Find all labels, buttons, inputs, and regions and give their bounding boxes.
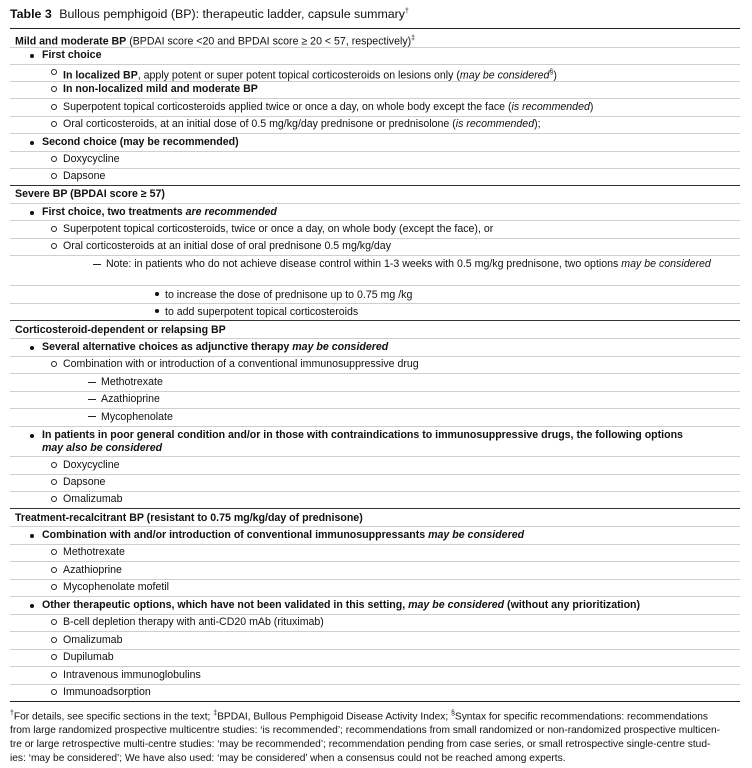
section-heading-recalcitrant: Treatment-recalcitrant BP (resistant to 0.75 mg/kg/day of prednisone) — [15, 512, 363, 524]
circle-marker — [51, 496, 57, 502]
dependent-methotrexate: Methotrexate — [101, 376, 163, 388]
row-divider — [10, 238, 740, 239]
dependent-azathioprine: Azathioprine — [101, 393, 160, 405]
dash-marker — [88, 399, 96, 400]
table-footnote — [10, 707, 740, 766]
severe-note: Note: in patients who do not achieve disease control within 1-3 weeks with 0.5 mg/kg prednisone, two options may be considered — [106, 258, 711, 270]
row-divider — [10, 285, 740, 286]
title-footnote-mark: † — [404, 7, 409, 15]
row-divider — [10, 116, 740, 117]
dependent-doxycycline: Doxycycline — [63, 459, 120, 471]
row-divider — [10, 220, 740, 221]
row-divider — [10, 666, 740, 667]
bullet-marker — [155, 309, 159, 313]
severe-option-add-topical: to add superpotent topical corticosteroids — [165, 306, 359, 318]
dependent-poor-condition: In patients in poor general condition and/or in those with contraindications to immunosuppressive drugs, the following options — [42, 429, 683, 441]
footnote-line-3: tre or large retrospective multi-centre studies: ‘may be recommended’; recommendation pending from case series, or small retrospective single-centre stud- — [10, 739, 711, 751]
row-divider — [10, 631, 740, 632]
section-rule — [10, 508, 740, 509]
row-divider — [10, 474, 740, 475]
recalcitrant-bcell: B-cell depletion therapy with anti-CD20 mAb (rituximab) — [63, 616, 324, 628]
section-heading-dependent: Corticosteroid-dependent or relapsing BP — [15, 324, 226, 336]
circle-marker — [51, 619, 57, 625]
recalcitrant-dupilumab: Dupilumab — [63, 651, 114, 663]
bullet-marker — [30, 54, 34, 58]
severe-superpotent: Superpotent topical corticosteroids, twice or once a day, on whole body (except the face), or — [63, 223, 494, 235]
row-divider — [10, 408, 740, 409]
row-divider — [10, 614, 740, 615]
circle-marker — [51, 69, 57, 75]
row-divider — [10, 81, 740, 82]
mild-superpotent: Superpotent topical corticosteroids applied twice or once a day, on whole body except the face (is recommended) — [63, 101, 594, 113]
table-title-text: Bullous pemphigoid (BP): therapeutic ladder, capsule summary — [59, 7, 405, 21]
severe-first-choice: First choice, two treatments are recommended — [42, 206, 277, 218]
row-divider — [10, 303, 740, 304]
row-divider — [10, 684, 740, 685]
bullet-marker — [30, 534, 34, 538]
row-divider — [10, 151, 740, 152]
recalcitrant-immunoadsorption: Immunoadsorption — [63, 686, 151, 698]
row-divider — [10, 596, 740, 597]
recalcitrant-azathioprine: Azathioprine — [63, 564, 122, 576]
severe-option-increase: to increase the dose of prednisone up to 0.75 mg /kg — [165, 289, 413, 301]
severe-oral: Oral corticosteroids at an initial dose of oral prednisone 0.5 mg/kg/day — [63, 240, 391, 252]
circle-marker — [51, 584, 57, 590]
mild-second-choice: Second choice (may be recommended) — [42, 136, 239, 148]
section-heading-mild: Mild and moderate BP (BPDAI score <20 and BPDAI score ≥ 20 < 57, respectively)‡ — [15, 35, 416, 48]
circle-marker — [51, 361, 57, 367]
circle-marker — [51, 226, 57, 232]
row-divider — [10, 203, 740, 204]
bullet-marker — [155, 292, 159, 296]
circle-marker — [51, 243, 57, 249]
circle-marker — [51, 654, 57, 660]
circle-marker — [51, 156, 57, 162]
row-divider — [10, 255, 740, 256]
recalcitrant-methotrexate: Methotrexate — [63, 546, 125, 558]
dependent-dapsone: Dapsone — [63, 476, 106, 488]
dependent-alternatives: Several alternative choices as adjunctive therapy may be considered — [42, 341, 389, 353]
bullet-marker — [30, 211, 34, 215]
dash-marker — [88, 382, 96, 383]
mild-doxycycline: Doxycycline — [63, 153, 120, 165]
row-divider — [10, 338, 740, 339]
bullet-marker — [30, 604, 34, 608]
circle-marker — [51, 104, 57, 110]
row-divider — [10, 373, 740, 374]
row-divider — [10, 356, 740, 357]
footnote-line-4: ies: ‘may be considered’; We have also used: ‘may be considered’ when a consensus could not be reached among experts. — [10, 753, 566, 765]
table-title — [10, 7, 409, 21]
mild-nonlocalized: In non-localized mild and moderate BP — [63, 83, 258, 95]
circle-marker — [51, 567, 57, 573]
footnote-line-2: from large randomized prospective multicentre studies: ‘is recommended’; recommendations from small randomized or non-randomized prospective multicen- — [10, 725, 721, 737]
row-divider — [10, 456, 740, 457]
dependent-poor-condition-consider: may also be considered — [42, 442, 163, 454]
row-divider — [10, 544, 740, 545]
circle-marker — [51, 689, 57, 695]
section-rule — [10, 320, 740, 321]
row-divider — [10, 391, 740, 392]
circle-marker — [51, 672, 57, 678]
top-rule — [10, 28, 740, 29]
recalcitrant-other-options: Other therapeutic options, which have not been validated in this setting, may be considered (without any prioritization) — [42, 599, 641, 611]
mild-first-choice: First choice — [42, 49, 102, 61]
recalcitrant-combination: Combination with and/or introduction of conventional immunosuppressants may be considered — [42, 529, 525, 541]
dash-marker — [93, 264, 101, 265]
row-divider — [10, 47, 740, 48]
row-divider — [10, 64, 740, 65]
bullet-marker — [30, 141, 34, 145]
circle-marker — [51, 121, 57, 127]
row-divider — [10, 649, 740, 650]
recalcitrant-mycophenolate: Mycophenolate mofetil — [63, 581, 169, 593]
bullet-marker — [30, 346, 34, 350]
row-divider — [10, 526, 740, 527]
footnote-line-1: †For details, see specific sections in the text; ‡BPDAI, Bullous Pemphigoid Disease Activity Index; §Syntax for specific recommendations: recommendations — [10, 710, 709, 723]
table-label: Table 3 — [10, 7, 52, 21]
circle-marker — [51, 479, 57, 485]
dependent-combination: Combination with or introduction of a conventional immunosuppressive drug — [63, 358, 419, 370]
circle-marker — [51, 462, 57, 468]
dependent-omalizumab: Omalizumab — [63, 493, 123, 505]
row-divider — [10, 579, 740, 580]
row-divider — [10, 133, 740, 134]
mild-dapsone: Dapsone — [63, 170, 106, 182]
dependent-mycophenolate: Mycophenolate — [101, 411, 173, 423]
row-divider — [10, 561, 740, 562]
section-rule — [10, 185, 740, 186]
circle-marker — [51, 549, 57, 555]
circle-marker — [51, 86, 57, 92]
mild-localized: In localized BP, apply potent or super potent topical corticosteroids on lesions only (may be considered§) — [63, 69, 557, 82]
dash-marker — [88, 416, 96, 417]
row-divider — [10, 426, 740, 427]
bottom-rule — [10, 701, 740, 702]
circle-marker — [51, 173, 57, 179]
circle-marker — [51, 637, 57, 643]
row-divider — [10, 168, 740, 169]
section-heading-severe: Severe BP (BPDAI score ≥ 57) — [15, 188, 165, 200]
recalcitrant-omalizumab: Omalizumab — [63, 634, 123, 646]
bullet-marker — [30, 434, 34, 438]
recalcitrant-ivig: Intravenous immunoglobulins — [63, 669, 201, 681]
mild-oral: Oral corticosteroids, at an initial dose of 0.5 mg/kg/day prednisone or prednisolone (is recommended); — [63, 118, 541, 130]
row-divider — [10, 98, 740, 99]
row-divider — [10, 491, 740, 492]
